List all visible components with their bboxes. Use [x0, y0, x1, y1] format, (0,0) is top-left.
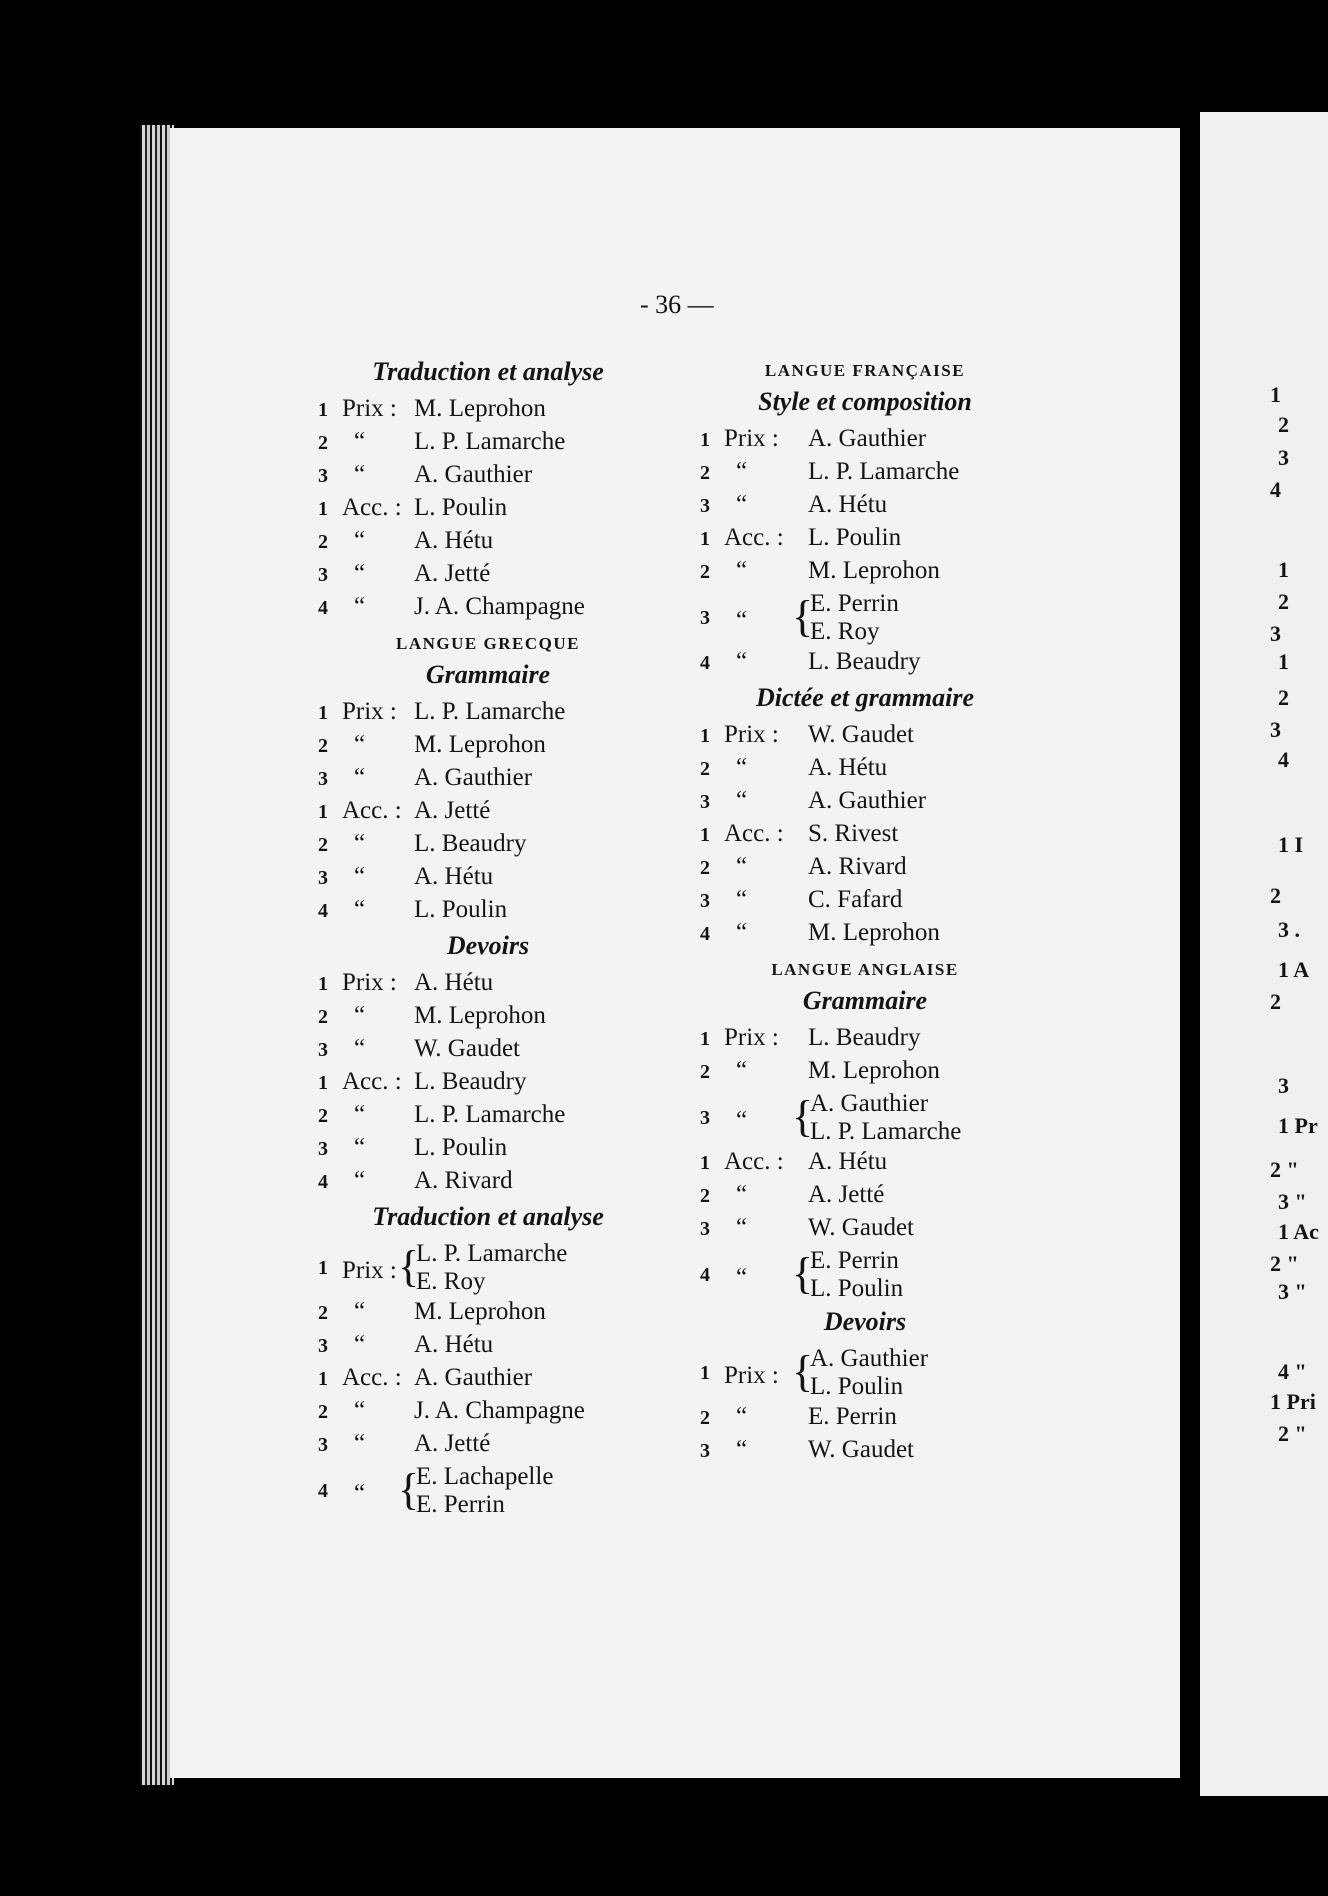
prize-row — [318, 863, 658, 896]
section-heading: Traduction et analyse — [372, 1202, 604, 1231]
rank-number: 4 — [318, 597, 328, 619]
prize-label: Acc. : — [342, 494, 402, 521]
winner-name: M. Leprohon — [808, 557, 940, 584]
rank-number: 4 — [700, 1264, 710, 1286]
next-page-fragment: 1 I — [1278, 832, 1304, 857]
winner-name: A. Rivard — [414, 1167, 513, 1194]
winner-name: L. P. Lamarche — [810, 1118, 962, 1145]
rank-number: 3 — [318, 1138, 328, 1160]
rank-number: 4 — [318, 1480, 328, 1502]
next-page-fragment: 2 " — [1270, 1251, 1299, 1276]
next-page-fragment: 4 — [1278, 747, 1289, 772]
prize-row — [318, 1364, 658, 1397]
brace-icon: { — [792, 1249, 814, 1298]
ditto-mark: “ — [736, 754, 748, 781]
winner-name: M. Leprohon — [414, 1298, 546, 1325]
ditto-mark: “ — [354, 731, 366, 758]
rank-number: 3 — [318, 768, 328, 790]
winner-name: L. Poulin — [414, 896, 508, 923]
winner-name: E. Lachapelle — [416, 1463, 554, 1490]
tied-names — [810, 1090, 961, 1146]
prize-row — [700, 1181, 1030, 1214]
winner-name: L. Poulin — [808, 524, 902, 551]
prize-row — [318, 1240, 658, 1298]
ditto-mark: “ — [354, 1298, 366, 1325]
ditto-mark: “ — [736, 1057, 748, 1084]
prize-label: Prix : — [342, 1257, 397, 1284]
rank-number: 3 — [700, 495, 710, 517]
winner-name: A. Gauthier — [414, 764, 533, 791]
rank-number: 1 — [700, 725, 710, 747]
winner-name: W. Gaudet — [808, 1436, 914, 1463]
next-page-fragment: 1 Pr — [1278, 1113, 1318, 1138]
rank-number: 2 — [318, 735, 328, 757]
winner-name: A. Jetté — [808, 1181, 885, 1208]
ditto-mark: “ — [736, 458, 748, 485]
ditto-mark: “ — [354, 593, 366, 620]
rank-number: 2 — [700, 1185, 710, 1207]
next-page-fragment: 4 " — [1278, 1359, 1307, 1384]
winner-name: E. Perrin — [416, 1491, 505, 1518]
prize-label: Prix : — [342, 698, 397, 725]
winner-name: L. Poulin — [810, 1275, 904, 1302]
section-heading: Dictée et grammaire — [755, 683, 975, 712]
ditto-mark: “ — [354, 1331, 366, 1358]
prize-label: Prix : — [724, 1362, 779, 1389]
prize-label: Prix : — [724, 1024, 779, 1051]
ditto-mark: “ — [354, 896, 366, 923]
next-page-fragment: 2 — [1270, 989, 1281, 1014]
winner-name: A. Hétu — [414, 527, 494, 554]
winner-name: E. Perrin — [810, 590, 899, 617]
ditto-mark: “ — [736, 1107, 748, 1134]
winner-name: W. Gaudet — [808, 721, 914, 748]
brace-icon: { — [398, 1242, 420, 1291]
winner-name: L. Beaudry — [808, 1024, 921, 1051]
prize-row — [700, 1214, 1030, 1247]
next-page-fragment: 3 . — [1278, 917, 1300, 942]
winner-name: M. Leprohon — [808, 1057, 940, 1084]
prize-label: Acc. : — [724, 524, 784, 551]
rank-number: 3 — [318, 465, 328, 487]
prize-row — [700, 590, 1030, 648]
prize-row — [700, 1436, 1030, 1469]
prize-row — [700, 1148, 1030, 1181]
ditto-mark: “ — [354, 428, 366, 455]
next-page-fragment: 2 — [1278, 685, 1289, 710]
prize-row — [318, 593, 658, 626]
ditto-mark: “ — [736, 919, 748, 946]
rank-number: 2 — [318, 1302, 328, 1324]
next-page-fragment: 3 — [1278, 1073, 1289, 1098]
rank-number: 3 — [700, 1107, 710, 1129]
ditto-mark: “ — [736, 648, 748, 675]
winner-name: C. Fafard — [808, 886, 903, 913]
prize-row — [700, 886, 1030, 919]
prize-row — [318, 896, 658, 929]
winner-name: A. Gauthier — [414, 461, 533, 488]
winner-name: L. P. Lamarche — [414, 428, 566, 455]
prize-row — [700, 425, 1030, 458]
winner-name: A. Gauthier — [810, 1345, 929, 1372]
next-page-fragment: 2 " — [1278, 1421, 1307, 1446]
tied-names — [810, 590, 899, 646]
next-page-edge — [1200, 112, 1328, 1796]
tied-names — [810, 1345, 928, 1401]
next-page-fragment: 4 — [1270, 477, 1281, 502]
prize-row — [318, 428, 658, 461]
prize-row — [318, 1331, 658, 1364]
rank-number: 4 — [700, 923, 710, 945]
prize-row — [700, 919, 1030, 952]
brace-icon: { — [792, 1092, 814, 1141]
rank-number: 2 — [700, 1407, 710, 1429]
winner-name: J. A. Champagne — [414, 1397, 585, 1424]
rank-number: 1 — [318, 399, 328, 421]
rank-number: 4 — [318, 1171, 328, 1193]
next-page-fragment: 3 " — [1278, 1279, 1307, 1304]
rank-number: 2 — [700, 561, 710, 583]
language-heading: LANGUE GRECQUE — [396, 634, 580, 653]
rank-number: 3 — [318, 564, 328, 586]
prize-row — [318, 1397, 658, 1430]
next-page-fragment: 1 Ac — [1278, 1219, 1319, 1244]
rank-number: 4 — [318, 900, 328, 922]
winner-name: E. Perrin — [808, 1403, 897, 1430]
ditto-mark: “ — [354, 527, 366, 554]
winner-name: M. Leprohon — [414, 395, 546, 422]
winner-name: L. P. Lamarche — [416, 1240, 568, 1267]
rank-number: 1 — [700, 1028, 710, 1050]
ditto-mark: “ — [354, 1430, 366, 1457]
ditto-mark: “ — [736, 1214, 748, 1241]
rank-number: 3 — [700, 791, 710, 813]
rank-number: 1 — [700, 1362, 710, 1384]
winner-name: A. Hétu — [808, 1148, 888, 1175]
ditto-mark: “ — [354, 1397, 366, 1424]
ditto-mark: “ — [736, 557, 748, 584]
book-page-edges — [140, 125, 174, 1785]
rank-number: 2 — [318, 1401, 328, 1423]
prize-row — [700, 820, 1030, 853]
rank-number: 1 — [318, 973, 328, 995]
language-heading: LANGUE ANGLAISE — [771, 960, 959, 979]
winner-name: L. P. Lamarche — [414, 698, 566, 725]
prize-label: Acc. : — [724, 1148, 784, 1175]
winner-name: L. Beaudry — [414, 1068, 527, 1095]
brace-icon: { — [398, 1465, 420, 1514]
prize-row — [318, 764, 658, 797]
next-page-fragment: 1 A — [1278, 957, 1310, 982]
ditto-mark: “ — [354, 461, 366, 488]
section-heading: Grammaire — [425, 660, 551, 689]
winner-name: L. P. Lamarche — [808, 458, 960, 485]
prize-row — [318, 731, 658, 764]
next-page-fragment: 2 — [1278, 412, 1289, 437]
right-column — [700, 353, 1030, 1469]
rank-number: 1 — [700, 1152, 710, 1174]
winner-name: E. Roy — [810, 618, 880, 645]
ditto-mark: “ — [354, 1035, 366, 1062]
prize-row — [318, 1430, 658, 1463]
prize-row — [318, 395, 658, 428]
winner-name: A. Hétu — [808, 754, 888, 781]
tied-names — [416, 1463, 553, 1519]
brace-icon: { — [792, 592, 814, 641]
winner-name: A. Rivard — [808, 853, 907, 880]
next-page-fragment: 3 " — [1278, 1189, 1307, 1214]
page-number: - 36 — — [640, 290, 714, 319]
rank-number: 3 — [700, 1440, 710, 1462]
winner-name: M. Leprohon — [808, 919, 940, 946]
prize-label: Prix : — [724, 425, 779, 452]
prize-label: Acc. : — [342, 1364, 402, 1391]
ditto-mark: “ — [354, 1002, 366, 1029]
rank-number: 3 — [318, 1434, 328, 1456]
rank-number: 2 — [318, 1006, 328, 1028]
rank-number: 1 — [318, 801, 328, 823]
winner-name: A. Gauthier — [810, 1090, 929, 1117]
prize-row — [318, 1068, 658, 1101]
prize-row — [700, 648, 1030, 681]
ditto-mark: “ — [354, 1134, 366, 1161]
prize-row — [318, 1101, 658, 1134]
prize-row — [318, 698, 658, 731]
prize-row — [700, 853, 1030, 886]
rank-number: 3 — [700, 607, 710, 629]
prize-row — [700, 524, 1030, 557]
winner-name: L. Beaudry — [808, 648, 921, 675]
ditto-mark: “ — [736, 886, 748, 913]
rank-number: 1 — [318, 1072, 328, 1094]
prize-label: Prix : — [342, 395, 397, 422]
next-page-fragment: 3 — [1278, 445, 1289, 470]
prize-label: Prix : — [342, 969, 397, 996]
winner-name: A. Hétu — [808, 491, 888, 518]
prize-label: Acc. : — [724, 820, 784, 847]
prize-row — [700, 1403, 1030, 1436]
winner-name: S. Rivest — [808, 820, 899, 847]
next-page-fragment: 1 — [1278, 649, 1289, 674]
section-heading: Devoirs — [446, 931, 530, 960]
prize-row — [700, 1345, 1030, 1403]
rank-number: 1 — [700, 429, 710, 451]
ditto-mark: “ — [354, 1101, 366, 1128]
prize-row — [318, 1298, 658, 1331]
winner-name: M. Leprohon — [414, 731, 546, 758]
prize-row — [700, 754, 1030, 787]
prize-row — [318, 494, 658, 527]
left-column — [318, 355, 658, 1521]
winner-name: J. A. Champagne — [414, 593, 585, 620]
ditto-mark: “ — [354, 1167, 366, 1194]
winner-name: L. P. Lamarche — [414, 1101, 566, 1128]
rank-number: 3 — [318, 1039, 328, 1061]
prize-row — [318, 797, 658, 830]
section-heading: Traduction et analyse — [372, 357, 604, 386]
ditto-mark: “ — [736, 1403, 748, 1430]
rank-number: 2 — [700, 758, 710, 780]
prize-row — [700, 721, 1030, 754]
prize-row — [700, 557, 1030, 590]
winner-name: A. Hétu — [414, 1331, 494, 1358]
prize-row — [700, 1057, 1030, 1090]
next-page-fragment: 1 — [1278, 557, 1289, 582]
winner-name: W. Gaudet — [414, 1035, 520, 1062]
rank-number: 2 — [700, 1061, 710, 1083]
rank-number: 1 — [318, 498, 328, 520]
winner-name: A. Gauthier — [808, 425, 927, 452]
winner-name: L. Beaudry — [414, 830, 527, 857]
winner-name: A. Jetté — [414, 560, 491, 587]
rank-number: 2 — [318, 1105, 328, 1127]
prize-row — [318, 560, 658, 593]
prize-row — [318, 830, 658, 863]
prize-row — [700, 491, 1030, 524]
next-page-fragment: 3 — [1270, 621, 1281, 646]
next-page-fragment: 1 — [1270, 382, 1281, 407]
winner-name: W. Gaudet — [808, 1214, 914, 1241]
rank-number: 2 — [318, 531, 328, 553]
ditto-mark: “ — [736, 607, 748, 634]
prize-label: Acc. : — [342, 797, 402, 824]
prize-row — [318, 1134, 658, 1167]
rank-number: 1 — [700, 528, 710, 550]
rank-number: 3 — [700, 890, 710, 912]
book-gutter — [1180, 120, 1200, 1800]
section-heading: Style et composition — [758, 387, 972, 416]
rank-number: 1 — [318, 1368, 328, 1390]
winner-name: E. Roy — [416, 1268, 486, 1295]
prize-row — [700, 1247, 1030, 1305]
winner-name: A. Hétu — [414, 969, 494, 996]
prize-label: Prix : — [724, 721, 779, 748]
prize-row — [700, 787, 1030, 820]
winner-name: A. Hétu — [414, 863, 494, 890]
ditto-mark: “ — [354, 830, 366, 857]
prize-row — [318, 1035, 658, 1068]
ditto-mark: “ — [354, 560, 366, 587]
ditto-mark: “ — [354, 764, 366, 791]
next-page-fragment: 2 " — [1270, 1157, 1299, 1182]
rank-number: 3 — [318, 867, 328, 889]
section-heading: Grammaire — [802, 986, 928, 1015]
ditto-mark: “ — [354, 863, 366, 890]
prize-row — [318, 1463, 658, 1521]
prize-row — [318, 461, 658, 494]
rank-number: 1 — [318, 702, 328, 724]
winner-name: A. Gauthier — [808, 787, 927, 814]
ditto-mark: “ — [736, 1264, 748, 1291]
winner-name: L. Poulin — [414, 1134, 508, 1161]
winner-name: L. Poulin — [810, 1373, 904, 1400]
rank-number: 3 — [318, 1335, 328, 1357]
prize-row — [700, 458, 1030, 491]
winner-name: A. Jetté — [414, 1430, 491, 1457]
prize-label: Acc. : — [342, 1068, 402, 1095]
rank-number: 2 — [318, 834, 328, 856]
winner-name: L. Poulin — [414, 494, 508, 521]
winner-name: A. Jetté — [414, 797, 491, 824]
winner-name: E. Perrin — [810, 1247, 899, 1274]
ditto-mark: “ — [354, 1480, 366, 1507]
rank-number: 2 — [700, 857, 710, 879]
ditto-mark: “ — [736, 787, 748, 814]
rank-number: 3 — [700, 1218, 710, 1240]
prize-row — [318, 969, 658, 1002]
prize-row — [318, 1167, 658, 1200]
ditto-mark: “ — [736, 853, 748, 880]
next-page-fragment: 2 — [1270, 883, 1281, 908]
brace-icon: { — [792, 1347, 814, 1396]
rank-number: 4 — [700, 652, 710, 674]
tied-names — [810, 1247, 903, 1303]
ditto-mark: “ — [736, 491, 748, 518]
ditto-mark: “ — [736, 1436, 748, 1463]
next-page-fragment: 1 Pri — [1270, 1389, 1316, 1414]
prize-row — [700, 1090, 1030, 1148]
winner-name: A. Gauthier — [414, 1364, 533, 1391]
prize-row — [318, 1002, 658, 1035]
rank-number: 2 — [700, 462, 710, 484]
next-page-fragment: 3 — [1270, 717, 1281, 742]
prize-row — [318, 527, 658, 560]
rank-number: 2 — [318, 432, 328, 454]
winner-name: M. Leprohon — [414, 1002, 546, 1029]
tied-names — [416, 1240, 567, 1296]
rank-number: 1 — [700, 824, 710, 846]
language-heading: LANGUE FRANÇAISE — [764, 361, 966, 380]
rank-number: 1 — [318, 1257, 328, 1279]
ditto-mark: “ — [736, 1181, 748, 1208]
next-page-fragment: 2 — [1278, 589, 1289, 614]
prize-row — [700, 1024, 1030, 1057]
section-heading: Devoirs — [823, 1307, 907, 1336]
